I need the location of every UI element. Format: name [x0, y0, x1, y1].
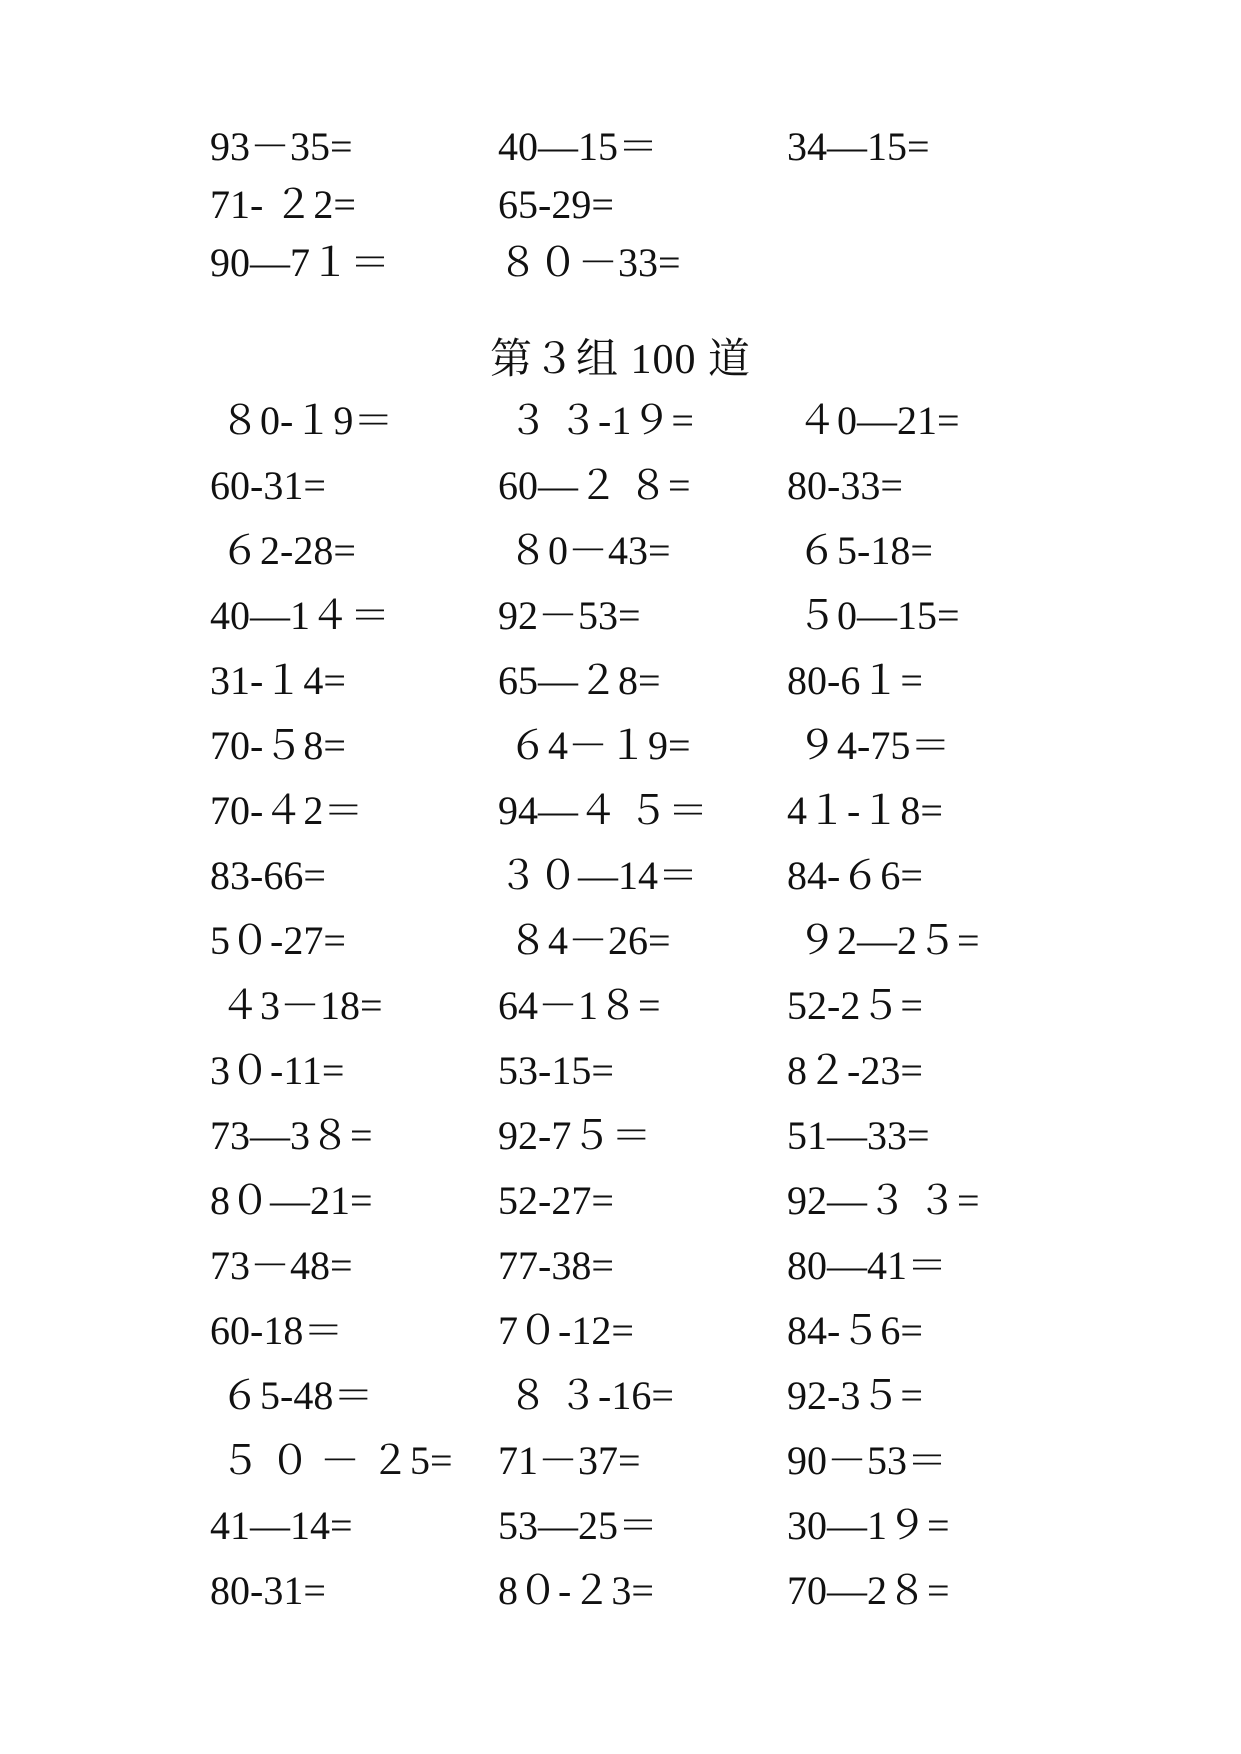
problem-cell: 71－37= — [498, 1438, 641, 1483]
problem-cell: ６5-18= — [787, 528, 933, 573]
problem-cell: 84-６6= — [787, 853, 923, 898]
problem-cell: 65—２8= — [498, 658, 661, 703]
problem-cell: 92—３ ３= — [787, 1178, 980, 1223]
problem-cell: 52-27= — [498, 1178, 614, 1223]
problem-cell: 60—２ ８= — [498, 463, 691, 508]
problem-cell: 94—４ ５＝ — [498, 788, 708, 833]
problem-row — [0, 1366, 1241, 1426]
problem-cell: 84-５6= — [787, 1308, 923, 1353]
problem-cell: 7０-12= — [498, 1308, 634, 1353]
problem-cell: 83-66= — [210, 853, 326, 898]
problem-cell: 4１-１8= — [787, 788, 943, 833]
problem-cell: 73－48= — [210, 1243, 353, 1288]
problem-cell: 71- ２2= — [210, 182, 356, 227]
problem-row — [0, 1236, 1241, 1296]
problem-cell: 41—14= — [210, 1503, 353, 1548]
problem-row — [0, 651, 1241, 711]
problem-cell: 90—7１＝ — [210, 240, 390, 285]
problem-cell: ８０－33= — [498, 240, 681, 285]
problem-cell: 73—3８= — [210, 1113, 373, 1158]
problem-cell: 8２-23= — [787, 1048, 923, 1093]
problem-cell: 5０-27= — [210, 918, 346, 963]
problem-cell: 51—33= — [787, 1113, 930, 1158]
problem-row — [0, 1431, 1241, 1491]
problem-cell: 30—1９= — [787, 1503, 950, 1548]
problem-cell: 31-１4= — [210, 658, 346, 703]
problem-cell: 92－53= — [498, 593, 641, 638]
problem-row — [0, 1561, 1241, 1621]
problem-row — [0, 521, 1241, 581]
problem-row — [0, 175, 1241, 235]
problem-row — [0, 716, 1241, 776]
problem-row — [0, 976, 1241, 1036]
problem-cell: 77-38= — [498, 1243, 614, 1288]
problem-cell: 80—41＝ — [787, 1243, 947, 1288]
problem-cell: 70-４2＝ — [210, 788, 364, 833]
problem-cell: 3０-11= — [210, 1048, 345, 1093]
problem-cell: ８4－26= — [498, 918, 671, 963]
problem-row — [0, 233, 1241, 293]
problem-cell: 92-3５= — [787, 1373, 923, 1418]
problem-cell: ６5-48＝ — [210, 1373, 374, 1418]
problem-row — [0, 1301, 1241, 1361]
problem-cell: ６2-28= — [210, 528, 356, 573]
problem-row — [0, 1041, 1241, 1101]
problem-cell: 92-7５＝ — [498, 1113, 652, 1158]
problem-cell: 93－35= — [210, 124, 353, 169]
problem-cell: 70-５8= — [210, 723, 346, 768]
problem-cell: 40—1４＝ — [210, 593, 390, 638]
problem-cell: 60-18＝ — [210, 1308, 344, 1353]
problem-cell: 70—2８= — [787, 1568, 950, 1613]
problem-cell: ９2—2５= — [787, 918, 980, 963]
problem-cell: 52-2５= — [787, 983, 923, 1028]
problem-row — [0, 586, 1241, 646]
problem-cell: 8０—21= — [210, 1178, 373, 1223]
problem-cell: ４0—21= — [787, 398, 960, 443]
problem-cell: 64－1８= — [498, 983, 661, 1028]
problem-cell: ３ ３-1９= — [498, 398, 694, 443]
problem-cell: 8０-２3= — [498, 1568, 654, 1613]
problem-row — [0, 117, 1241, 177]
problem-cell: ８0-１9＝ — [210, 398, 394, 443]
problem-row — [0, 781, 1241, 841]
problem-cell: 40—15＝ — [498, 124, 658, 169]
problem-cell: 65-29= — [498, 182, 614, 227]
problem-cell: 80-6１= — [787, 658, 923, 703]
problem-row — [0, 1496, 1241, 1556]
problem-cell: 90－53＝ — [787, 1438, 947, 1483]
problem-cell: ８0－43= — [498, 528, 671, 573]
problem-cell: ６4－１9= — [498, 723, 691, 768]
problem-row — [0, 456, 1241, 516]
problem-row — [0, 1106, 1241, 1166]
problem-cell: 34—15= — [787, 124, 930, 169]
problem-cell: 53-15= — [498, 1048, 614, 1093]
problem-cell: ４3－18= — [210, 983, 383, 1028]
problem-row — [0, 391, 1241, 451]
problem-cell: ５ ０ － ２5= — [210, 1438, 453, 1483]
problem-row — [0, 846, 1241, 906]
problem-cell: 53—25＝ — [498, 1503, 658, 1548]
section-title: 第３组 100 道 — [489, 337, 751, 383]
problem-cell: 80-31= — [210, 1568, 326, 1613]
problem-cell: 80-33= — [787, 463, 903, 508]
problem-cell: ５0—15= — [787, 593, 960, 638]
problem-cell: ３０—14＝ — [498, 853, 698, 898]
problem-cell: ９4-75＝ — [787, 723, 951, 768]
problem-cell: 60-31= — [210, 463, 326, 508]
problem-row — [0, 1171, 1241, 1231]
problem-row — [0, 911, 1241, 971]
problem-cell: ８ ３-16= — [498, 1373, 674, 1418]
